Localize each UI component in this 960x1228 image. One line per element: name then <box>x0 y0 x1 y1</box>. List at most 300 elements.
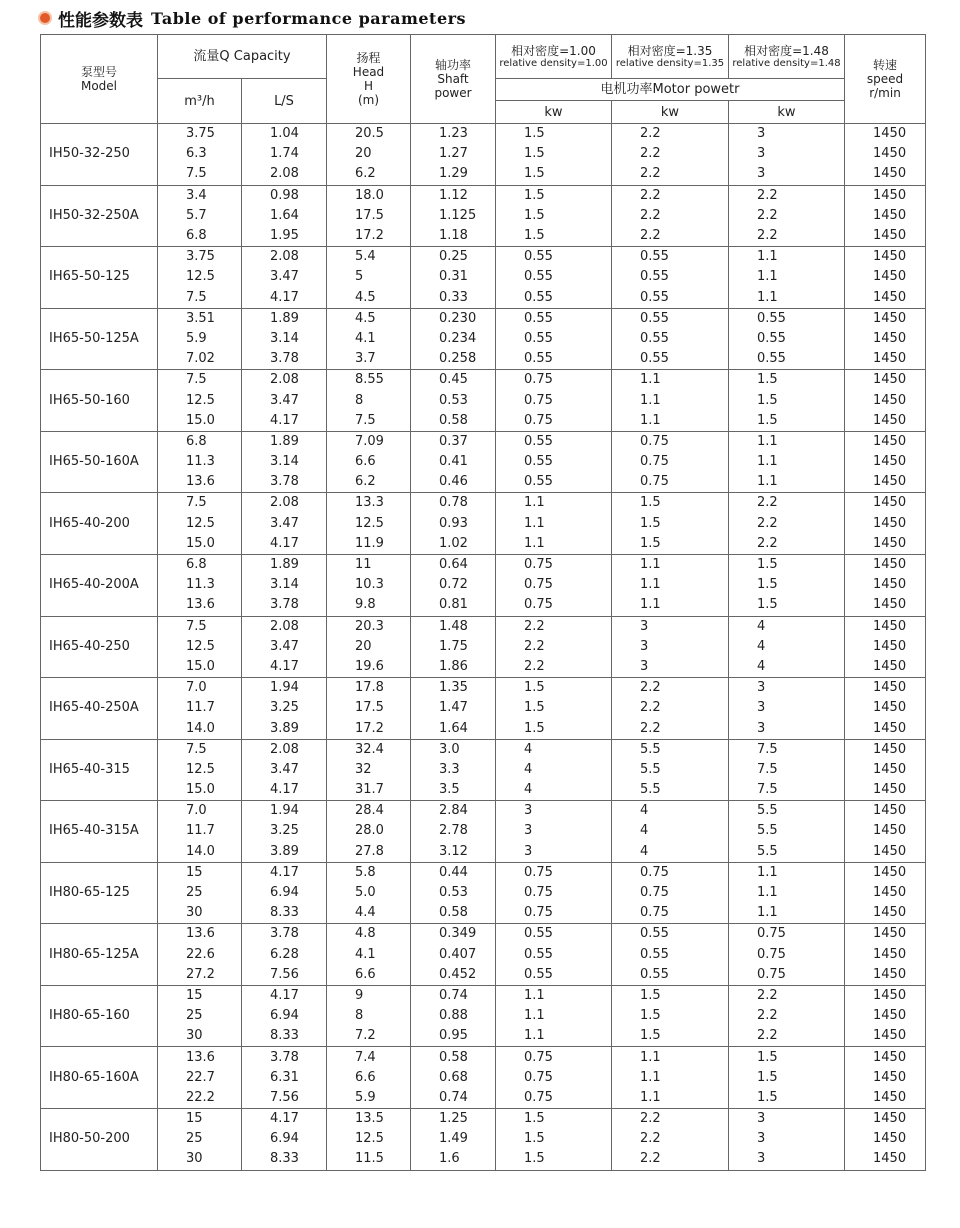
table-cell: 4.1 <box>327 945 411 965</box>
table-cell: 0.53 <box>411 390 496 410</box>
table-cell: 0.55 <box>612 965 729 986</box>
table-cell: 25 <box>158 883 242 903</box>
table-cell: 0.55 <box>612 924 729 945</box>
table-cell: 11.7 <box>158 698 242 718</box>
table-cell: 32.4 <box>327 739 411 760</box>
table-cell: 4.17 <box>242 1109 327 1130</box>
table-cell: 4 <box>612 821 729 841</box>
table-cell: 1.1 <box>729 431 845 452</box>
table-cell: 1.1 <box>612 1047 729 1068</box>
table-cell: 5.5 <box>612 780 729 801</box>
table-cell: 2.2 <box>612 124 729 145</box>
table-row <box>41 1026 926 1047</box>
table-cell: 1.1 <box>612 390 729 410</box>
table-cell: 5.0 <box>327 883 411 903</box>
model-cell: IH65-50-160 <box>41 370 158 432</box>
table-cell: 1.5 <box>729 1047 845 1068</box>
table-cell: 0.55 <box>496 452 612 472</box>
table-cell: 7.5 <box>158 493 242 514</box>
table-cell: 1.5 <box>496 678 612 699</box>
table-cell: 3.14 <box>242 575 327 595</box>
table-cell: 0.58 <box>411 1047 496 1068</box>
table-cell: 4 <box>496 739 612 760</box>
table-cell: 4 <box>729 657 845 678</box>
table-cell: 0.95 <box>411 1026 496 1047</box>
table-cell: 12.5 <box>158 760 242 780</box>
table-cell: 0.75 <box>612 862 729 883</box>
model-cell: IH65-40-200 <box>41 493 158 555</box>
table-cell: 15.0 <box>158 657 242 678</box>
table-cell: 1.48 <box>411 616 496 637</box>
table-cell: 3.47 <box>242 514 327 534</box>
table-cell: 0.64 <box>411 554 496 575</box>
table-cell: 5.5 <box>612 739 729 760</box>
table-cell: 1.125 <box>411 206 496 226</box>
table-cell: 1450 <box>845 493 926 514</box>
table-cell: 3 <box>496 801 612 822</box>
table-cell: 9 <box>327 985 411 1006</box>
table-cell: 4 <box>612 842 729 863</box>
header-kw-3: kw <box>729 101 845 124</box>
table-cell: 1.47 <box>411 698 496 718</box>
model-cell: IH65-40-250 <box>41 616 158 678</box>
table-cell: 6.6 <box>327 965 411 986</box>
table-cell: 1.95 <box>242 226 327 247</box>
table-cell: 2.2 <box>496 637 612 657</box>
table-cell: 4.1 <box>327 329 411 349</box>
table-cell: 2.08 <box>242 493 327 514</box>
model-cell: IH50-32-250A <box>41 185 158 247</box>
table-cell: 8.33 <box>242 1026 327 1047</box>
table-cell: 2.08 <box>242 739 327 760</box>
table-cell: 3.89 <box>242 842 327 863</box>
table-row <box>41 780 926 801</box>
table-cell: 3.14 <box>242 452 327 472</box>
table-cell: 22.2 <box>158 1088 242 1109</box>
table-row <box>41 698 926 718</box>
table-cell: 7.56 <box>242 965 327 986</box>
table-cell: 1450 <box>845 267 926 287</box>
table-cell: 1.75 <box>411 637 496 657</box>
table-cell: 0.37 <box>411 431 496 452</box>
table-cell: 0.55 <box>612 267 729 287</box>
header-density-2: 相对密度=1.35 relative density=1.35 <box>612 35 729 79</box>
table-cell: 3 <box>729 144 845 164</box>
table-cell: 3.25 <box>242 821 327 841</box>
table-cell: 1.94 <box>242 801 327 822</box>
header-density-3: 相对密度=1.48 relative density=1.48 <box>729 35 845 79</box>
table-cell: 14.0 <box>158 718 242 739</box>
table-cell: 0.55 <box>612 288 729 309</box>
table-cell: 1.1 <box>612 554 729 575</box>
table-cell: 5.5 <box>729 842 845 863</box>
table-cell: 0.58 <box>411 411 496 432</box>
table-cell: 3.0 <box>411 739 496 760</box>
table-cell: 0.78 <box>411 493 496 514</box>
table-cell: 1.5 <box>496 1149 612 1170</box>
table-cell: 9.8 <box>327 595 411 616</box>
table-cell: 2.2 <box>729 514 845 534</box>
table-cell: 0.349 <box>411 924 496 945</box>
table-cell: 15.0 <box>158 411 242 432</box>
table-row <box>41 288 926 309</box>
table-cell: 1.1 <box>612 1068 729 1088</box>
table-row <box>41 308 926 329</box>
table-cell: 27.8 <box>327 842 411 863</box>
table-cell: 7.2 <box>327 1026 411 1047</box>
table-cell: 11.5 <box>327 1149 411 1170</box>
table-cell: 1450 <box>845 472 926 493</box>
table-cell: 0.81 <box>411 595 496 616</box>
table-cell: 0.74 <box>411 1088 496 1109</box>
header-speed: 转速 speed r/min <box>845 35 926 124</box>
table-cell: 0.46 <box>411 472 496 493</box>
table-cell: 1.02 <box>411 534 496 555</box>
table-cell: 7.56 <box>242 1088 327 1109</box>
table-cell: 0.72 <box>411 575 496 595</box>
table-row <box>41 472 926 493</box>
table-cell: 1450 <box>845 903 926 924</box>
table-cell: 4.17 <box>242 780 327 801</box>
table-cell: 13.6 <box>158 924 242 945</box>
table-cell: 0.55 <box>496 329 612 349</box>
table-cell: 0.88 <box>411 1006 496 1026</box>
table-cell: 1450 <box>845 329 926 349</box>
table-cell: 7.5 <box>158 288 242 309</box>
table-cell: 8 <box>327 1006 411 1026</box>
table-cell: 1450 <box>845 678 926 699</box>
table-cell: 7.02 <box>158 349 242 370</box>
table-cell: 0.55 <box>729 349 845 370</box>
table-cell: 5.5 <box>729 801 845 822</box>
table-cell: 1450 <box>845 1109 926 1130</box>
table-cell: 12.5 <box>158 390 242 410</box>
table-cell: 1.04 <box>242 124 327 145</box>
table-cell: 1.5 <box>612 534 729 555</box>
table-cell: 1450 <box>845 226 926 247</box>
table-cell: 4.5 <box>327 288 411 309</box>
table-cell: 5.4 <box>327 247 411 268</box>
table-cell: 1450 <box>845 411 926 432</box>
table-cell: 1450 <box>845 739 926 760</box>
table-cell: 2.2 <box>729 226 845 247</box>
table-cell: 2.08 <box>242 247 327 268</box>
table-cell: 1450 <box>845 1026 926 1047</box>
table-cell: 0.55 <box>496 965 612 986</box>
table-cell: 12.5 <box>158 637 242 657</box>
table-cell: 28.4 <box>327 801 411 822</box>
table-cell: 2.08 <box>242 164 327 185</box>
table-cell: 1450 <box>845 945 926 965</box>
table-cell: 2.2 <box>612 678 729 699</box>
table-cell: 8.33 <box>242 903 327 924</box>
table-cell: 4.17 <box>242 862 327 883</box>
table-cell: 22.6 <box>158 945 242 965</box>
table-cell: 0.75 <box>496 1068 612 1088</box>
table-cell: 1.18 <box>411 226 496 247</box>
table-cell: 25 <box>158 1006 242 1026</box>
table-cell: 1.5 <box>612 1006 729 1026</box>
table-cell: 1450 <box>845 595 926 616</box>
table-cell: 6.3 <box>158 144 242 164</box>
table-cell: 4.17 <box>242 411 327 432</box>
table-row <box>41 739 926 760</box>
table-cell: 1450 <box>845 1068 926 1088</box>
table-cell: 2.2 <box>496 657 612 678</box>
table-cell: 1450 <box>845 431 926 452</box>
title-en: Table of performance parameters <box>151 8 467 28</box>
table-cell: 0.53 <box>411 883 496 903</box>
table-cell: 0.75 <box>496 370 612 391</box>
table-cell: 0.258 <box>411 349 496 370</box>
table-cell: 1450 <box>845 554 926 575</box>
table-cell: 3.78 <box>242 349 327 370</box>
table-cell: 2.2 <box>612 718 729 739</box>
table-cell: 2.2 <box>612 1109 729 1130</box>
table-cell: 1.5 <box>729 370 845 391</box>
table-cell: 20 <box>327 637 411 657</box>
table-cell: 1.89 <box>242 554 327 575</box>
table-cell: 1.29 <box>411 164 496 185</box>
table-cell: 1450 <box>845 452 926 472</box>
table-cell: 6.8 <box>158 554 242 575</box>
table-cell: 0.75 <box>612 903 729 924</box>
table-cell: 0.55 <box>612 349 729 370</box>
table-cell: 1.1 <box>496 493 612 514</box>
table-row <box>41 534 926 555</box>
table-cell: 7.0 <box>158 678 242 699</box>
table-cell: 0.75 <box>496 903 612 924</box>
table-cell: 3.5 <box>411 780 496 801</box>
table-cell: 1.23 <box>411 124 496 145</box>
table-row <box>41 431 926 452</box>
table-cell: 3.4 <box>158 185 242 206</box>
table-cell: 1.5 <box>496 1109 612 1130</box>
table-cell: 8.33 <box>242 1149 327 1170</box>
table-cell: 30 <box>158 1026 242 1047</box>
table-cell: 13.6 <box>158 472 242 493</box>
table-cell: 1.5 <box>496 144 612 164</box>
table-cell: 0.55 <box>612 308 729 329</box>
table-row <box>41 965 926 986</box>
table-cell: 1.5 <box>496 206 612 226</box>
table-row <box>41 164 926 185</box>
performance-table <box>40 34 926 1171</box>
table-cell: 6.31 <box>242 1068 327 1088</box>
table-cell: 5.7 <box>158 206 242 226</box>
table-cell: 7.5 <box>158 616 242 637</box>
table-cell: 17.2 <box>327 718 411 739</box>
table-cell: 1.35 <box>411 678 496 699</box>
table-cell: 1450 <box>845 985 926 1006</box>
table-cell: 2.2 <box>729 534 845 555</box>
table-cell: 0.31 <box>411 267 496 287</box>
table-cell: 2.08 <box>242 370 327 391</box>
table-cell: 1.1 <box>729 862 845 883</box>
table-cell: 30 <box>158 1149 242 1170</box>
table-cell: 32 <box>327 760 411 780</box>
table-cell: 15 <box>158 862 242 883</box>
table-cell: 11.9 <box>327 534 411 555</box>
table-row <box>41 821 926 841</box>
table-cell: 12.5 <box>327 514 411 534</box>
table-cell: 27.2 <box>158 965 242 986</box>
table-cell: 3.25 <box>242 698 327 718</box>
table-cell: 11.7 <box>158 821 242 841</box>
table-cell: 0.93 <box>411 514 496 534</box>
table-cell: 3 <box>496 821 612 841</box>
table-cell: 4.17 <box>242 534 327 555</box>
table-row <box>41 678 926 699</box>
table-cell: 1450 <box>845 883 926 903</box>
table-row <box>41 554 926 575</box>
table-row <box>41 718 926 739</box>
table-cell: 0.75 <box>612 452 729 472</box>
table-cell: 0.75 <box>729 924 845 945</box>
table-cell: 22.7 <box>158 1068 242 1088</box>
table-row <box>41 206 926 226</box>
table-cell: 3 <box>729 698 845 718</box>
table-cell: 1.1 <box>496 1006 612 1026</box>
table-cell: 1.74 <box>242 144 327 164</box>
table-cell: 1450 <box>845 965 926 986</box>
table-cell: 1.5 <box>496 718 612 739</box>
table-cell: 1.64 <box>242 206 327 226</box>
header-kw-1: kw <box>496 101 612 124</box>
table-cell: 4.5 <box>327 308 411 329</box>
table-cell: 13.6 <box>158 1047 242 1068</box>
table-cell: 12.5 <box>158 514 242 534</box>
table-cell: 0.75 <box>729 965 845 986</box>
table-cell: 1.1 <box>729 883 845 903</box>
table-cell: 1450 <box>845 698 926 718</box>
header-head: 扬程 Head H (m) <box>327 35 411 124</box>
table-cell: 6.94 <box>242 883 327 903</box>
table-cell: 7.5 <box>327 411 411 432</box>
table-cell: 1.1 <box>496 514 612 534</box>
table-row <box>41 452 926 472</box>
header-motor-power: 电机功率Motor powetr <box>496 79 845 101</box>
table-cell: 0.75 <box>496 862 612 883</box>
table-cell: 2.2 <box>729 1026 845 1047</box>
table-cell: 3 <box>729 678 845 699</box>
table-cell: 15 <box>158 985 242 1006</box>
table-cell: 0.68 <box>411 1068 496 1088</box>
table-cell: 1.1 <box>729 267 845 287</box>
table-cell: 0.75 <box>496 390 612 410</box>
table-cell: 1450 <box>845 575 926 595</box>
table-cell: 0.55 <box>612 329 729 349</box>
table-cell: 3 <box>729 718 845 739</box>
table-row <box>41 842 926 863</box>
table-cell: 0.55 <box>496 431 612 452</box>
model-cell: IH65-50-125A <box>41 308 158 370</box>
table-cell: 0.230 <box>411 308 496 329</box>
table-cell: 0.234 <box>411 329 496 349</box>
table-row <box>41 657 926 678</box>
table-cell: 11.3 <box>158 452 242 472</box>
table-cell: 2.78 <box>411 821 496 841</box>
table-cell: 0.55 <box>496 267 612 287</box>
table-row <box>41 493 926 514</box>
header-shaft-power: 轴功率 Shaft power <box>411 35 496 124</box>
table-cell: 3 <box>729 124 845 145</box>
table-cell: 6.8 <box>158 226 242 247</box>
table-cell: 3.12 <box>411 842 496 863</box>
table-row <box>41 370 926 391</box>
table-cell: 0.55 <box>496 472 612 493</box>
table-cell: 1450 <box>845 821 926 841</box>
table-cell: 0.75 <box>612 472 729 493</box>
table-cell: 20.3 <box>327 616 411 637</box>
table-cell: 1450 <box>845 124 926 145</box>
table-row <box>41 1068 926 1088</box>
table-row <box>41 883 926 903</box>
table-cell: 7.5 <box>158 164 242 185</box>
table-row <box>41 349 926 370</box>
table-cell: 1.5 <box>729 1088 845 1109</box>
table-cell: 1.5 <box>729 575 845 595</box>
table-row <box>41 267 926 287</box>
table-row <box>41 1129 926 1149</box>
table-row <box>41 124 926 145</box>
table-cell: 5.9 <box>327 1088 411 1109</box>
table-cell: 6.28 <box>242 945 327 965</box>
table-cell: 20.5 <box>327 124 411 145</box>
table-cell: 2.2 <box>612 144 729 164</box>
table-cell: 3 <box>729 164 845 185</box>
model-cell: IH80-50-200 <box>41 1109 158 1171</box>
table-cell: 20 <box>327 144 411 164</box>
header-unit-ls: L/S <box>242 79 327 124</box>
table-cell: 0.75 <box>496 554 612 575</box>
table-cell: 0.74 <box>411 985 496 1006</box>
table-cell: 0.452 <box>411 965 496 986</box>
table-row <box>41 1088 926 1109</box>
table-cell: 3 <box>612 616 729 637</box>
table-row <box>41 924 926 945</box>
table-cell: 0.75 <box>496 1088 612 1109</box>
table-cell: 1450 <box>845 760 926 780</box>
table-cell: 15.0 <box>158 534 242 555</box>
table-cell: 1450 <box>845 185 926 206</box>
table-cell: 1.5 <box>729 411 845 432</box>
table-cell: 3 <box>496 842 612 863</box>
table-cell: 3.47 <box>242 267 327 287</box>
table-row <box>41 329 926 349</box>
table-cell: 1450 <box>845 842 926 863</box>
table-row <box>41 1047 926 1068</box>
table-cell: 7.5 <box>729 760 845 780</box>
table-cell: 12.5 <box>327 1129 411 1149</box>
table-cell: 2.2 <box>612 1129 729 1149</box>
table-cell: 13.5 <box>327 1109 411 1130</box>
table-cell: 10.3 <box>327 575 411 595</box>
table-row <box>41 185 926 206</box>
table-cell: 1.1 <box>612 411 729 432</box>
table-cell: 0.33 <box>411 288 496 309</box>
table-cell: 1.1 <box>612 575 729 595</box>
table-cell: 0.75 <box>729 945 845 965</box>
table-cell: 3.7 <box>327 349 411 370</box>
table-cell: 0.55 <box>496 288 612 309</box>
table-cell: 0.55 <box>612 945 729 965</box>
table-row <box>41 862 926 883</box>
table-row <box>41 1006 926 1026</box>
table-cell: 1450 <box>845 1149 926 1170</box>
table-cell: 6.2 <box>327 472 411 493</box>
table-cell: 1.1 <box>729 247 845 268</box>
